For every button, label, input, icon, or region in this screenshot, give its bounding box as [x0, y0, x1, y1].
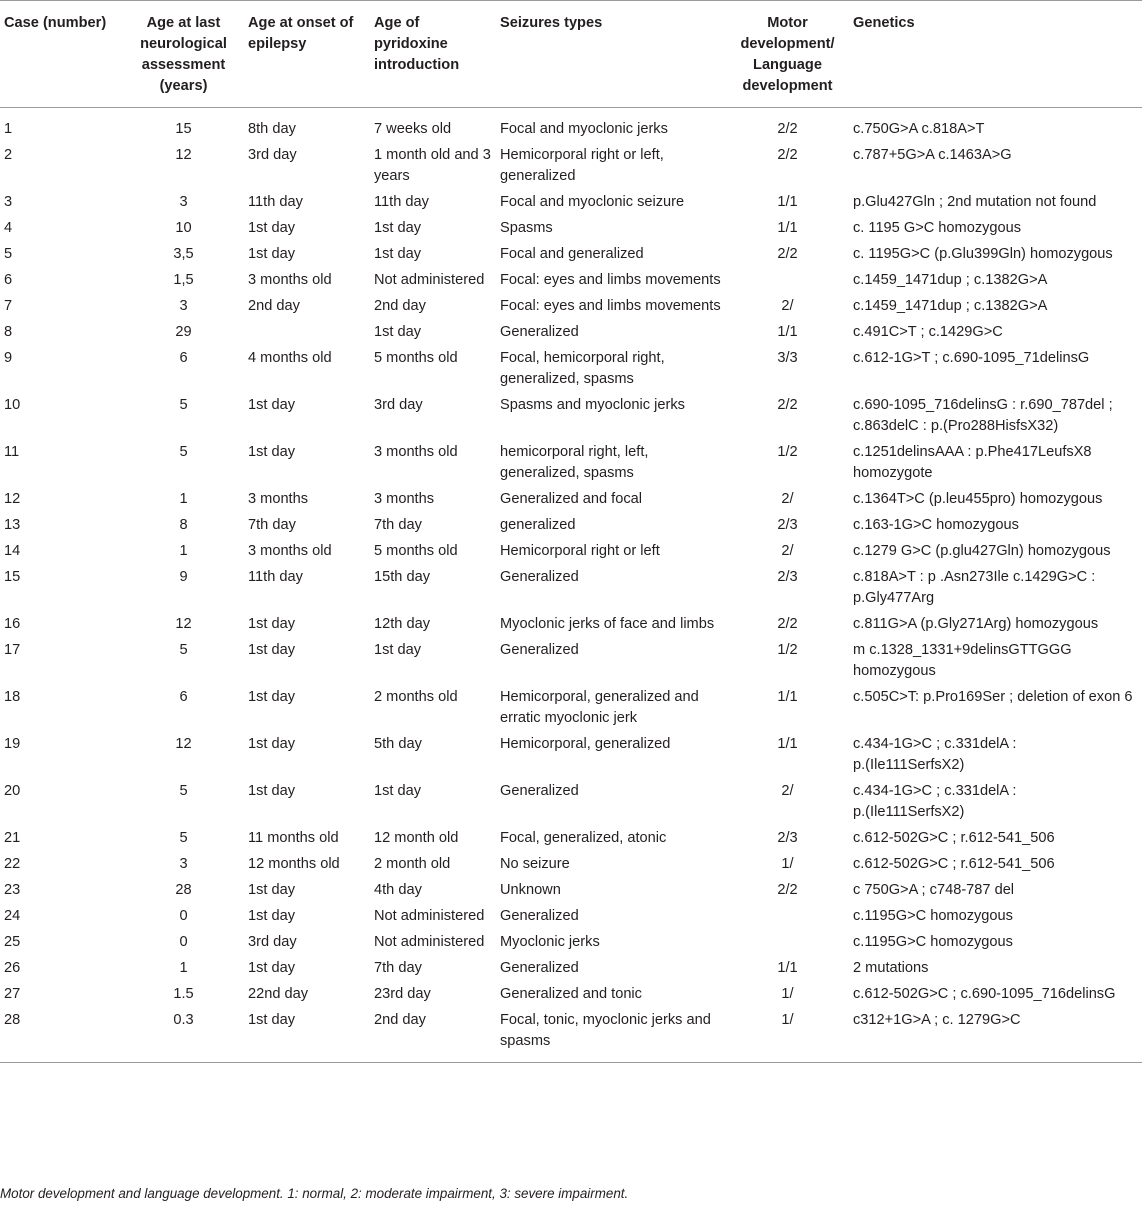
cell-case: 9	[4, 350, 13, 366]
cell-development: 2/2	[777, 147, 798, 163]
table-row	[0, 609, 1142, 635]
cell-genetics: c.612-502G>C ; r.612-541_506	[853, 830, 1055, 846]
cell-age-onset: 1st day	[248, 960, 296, 976]
cell-age-onset: 8th day	[248, 121, 296, 137]
cell-age-last-assessment: 15	[175, 121, 192, 137]
cell-case: 6	[4, 272, 13, 288]
cell-age-onset: 3 months old	[248, 543, 332, 559]
table-row	[0, 213, 1142, 239]
table-row	[0, 343, 1142, 390]
cell-age-pyridoxine: 12th day	[374, 616, 430, 632]
cell-case: 23	[4, 882, 21, 898]
cell-development	[726, 901, 849, 927]
table-row	[0, 187, 1142, 213]
cell-age-pyridoxine: 12 month old	[374, 830, 459, 846]
cell-genetics: c.1251delinsAAA : p.Phe417LeufsX8 homozygote	[853, 444, 1092, 481]
table-row	[0, 510, 1142, 536]
cell-age-onset: 1st day	[248, 642, 296, 658]
cell-seizure-types: Generalized	[500, 908, 579, 924]
cell-genetics: c.491C>T ; c.1429G>C	[853, 324, 1003, 340]
cell-age-pyridoxine: 3rd day	[374, 397, 423, 413]
cell-development: 1/1	[777, 736, 798, 752]
table-row	[0, 562, 1142, 609]
cell-case: 13	[4, 517, 21, 533]
cell-seizure-types: Generalized and focal	[500, 491, 642, 507]
cell-development: 2/2	[777, 397, 798, 413]
cell-genetics: c.1279 G>C (p.glu427Gln) homozygous	[853, 543, 1111, 559]
table-row	[0, 635, 1142, 682]
header-genetics: Genetics	[853, 15, 915, 31]
cell-case: 5	[4, 246, 13, 262]
table-row	[0, 291, 1142, 317]
cell-age-last-assessment: 3	[179, 856, 188, 872]
cell-seizure-types: Hemicorporal right or left	[500, 543, 660, 559]
cell-seizure-types: Hemicorporal, generalized	[500, 736, 671, 752]
cell-age-onset: 1st day	[248, 444, 296, 460]
cell-age-pyridoxine: 11th day	[374, 194, 429, 210]
cell-seizure-types: Hemicorporal, generalized and erratic myoclonic jerk	[500, 689, 699, 726]
cell-case: 10	[4, 397, 21, 413]
cell-age-onset: 2nd day	[248, 298, 300, 314]
cell-case: 19	[4, 736, 21, 752]
cell-age-onset: 1st day	[248, 246, 296, 262]
cell-case: 14	[4, 543, 21, 559]
cell-case: 11	[4, 444, 20, 460]
cell-development: 1/	[781, 986, 794, 1002]
cell-age-pyridoxine: 1st day	[374, 324, 422, 340]
cell-development: 2/2	[777, 882, 798, 898]
cell-genetics: c.163-1G>C homozygous	[853, 517, 1019, 533]
cell-genetics: c.505C>T: p.Pro169Ser ; deletion of exon 6	[853, 689, 1133, 705]
cell-genetics: c.434-1G>C ; c.331delA : p.(Ile111SerfsX2)	[853, 736, 1017, 773]
cell-seizure-types: Focal and myoclonic seizure	[500, 194, 685, 210]
cell-case: 7	[4, 298, 13, 314]
cell-case: 4	[4, 220, 13, 236]
cell-development: 2/	[781, 298, 794, 314]
table-row	[0, 1005, 1142, 1063]
cell-age-last-assessment: 3	[179, 298, 188, 314]
table-row	[0, 317, 1142, 343]
cell-age-onset: 1st day	[248, 736, 296, 752]
cell-genetics: 2 mutations	[853, 960, 929, 976]
cell-age-last-assessment: 1	[179, 491, 188, 507]
cell-age-onset: 11th day	[248, 194, 303, 210]
cell-age-last-assessment: 6	[179, 350, 188, 366]
cell-genetics: c.612-502G>C ; r.612-541_506	[853, 856, 1055, 872]
cell-age-last-assessment: 0	[179, 934, 188, 950]
cell-age-last-assessment: 5	[179, 642, 188, 658]
cell-age-onset: 22nd day	[248, 986, 309, 1002]
cell-age-pyridoxine: Not administered	[374, 908, 485, 924]
table-row	[0, 953, 1142, 979]
cell-development: 1/1	[777, 194, 798, 210]
cell-age-onset: 3 months	[248, 491, 309, 507]
cell-genetics: m c.1328_1331+9delinsGTTGGG homozygous	[853, 642, 1072, 679]
cell-development: 2/	[781, 543, 794, 559]
cell-genetics: c.787+5G>A c.1463A>G	[853, 147, 1012, 163]
cell-seizure-types: Focal and generalized	[500, 246, 644, 262]
cell-age-pyridoxine: 23rd day	[374, 986, 431, 1002]
header-seizure-types: Seizures types	[500, 15, 603, 31]
cell-age-last-assessment: 12	[175, 736, 192, 752]
cell-seizure-types: Focal, hemicorporal right, generalized, spasms	[500, 350, 665, 387]
cell-case: 21	[4, 830, 21, 846]
cell-case: 20	[4, 783, 21, 799]
table-row	[0, 108, 1142, 141]
cell-age-pyridoxine: 1 month old and 3 years	[374, 147, 491, 184]
cell-age-onset: 1st day	[248, 220, 296, 236]
cell-development: 2/3	[777, 830, 798, 846]
cell-age-pyridoxine: 2nd day	[374, 298, 426, 314]
table-body	[0, 108, 1142, 1063]
table-row	[0, 901, 1142, 927]
cell-genetics: c.1364T>C (p.leu455pro) homozygous	[853, 491, 1103, 507]
header-development: Motor development/ Language development	[740, 15, 835, 94]
cell-age-last-assessment: 0.3	[173, 1012, 194, 1028]
cell-genetics: c.434-1G>C ; c.331delA : p.(Ile111SerfsX2)	[853, 783, 1017, 820]
cell-case: 16	[4, 616, 21, 632]
cell-age-pyridoxine: 3 months old	[374, 444, 458, 460]
cell-case: 28	[4, 1012, 21, 1028]
cell-genetics: p.Glu427Gln ; 2nd mutation not found	[853, 194, 1097, 210]
cell-age-pyridoxine: Not administered	[374, 934, 485, 950]
cell-genetics: c.1195G>C homozygous	[853, 934, 1013, 950]
header-age-onset: Age at onset of epilepsy	[248, 15, 354, 52]
cell-age-pyridoxine: 2 months old	[374, 689, 458, 705]
table-row	[0, 239, 1142, 265]
cell-age-pyridoxine: 2 month old	[374, 856, 451, 872]
cell-seizure-types: Generalized	[500, 569, 579, 585]
table-row	[0, 536, 1142, 562]
cell-development: 2/	[781, 783, 794, 799]
cell-age-pyridoxine: 1st day	[374, 220, 422, 236]
cell-development: 1/2	[777, 642, 798, 658]
cell-case: 27	[4, 986, 21, 1002]
cell-seizure-types: Generalized	[500, 324, 579, 340]
cell-age-onset: 11 months old	[248, 830, 339, 846]
cell-development: 1/2	[777, 444, 798, 460]
cell-genetics: c.612-1G>T ; c.690-1095_71delinsG	[853, 350, 1090, 366]
cell-age-onset: 4 months old	[248, 350, 332, 366]
table-row	[0, 979, 1142, 1005]
table-row	[0, 437, 1142, 484]
cell-age-last-assessment: 10	[175, 220, 192, 236]
cell-development: 2/	[781, 491, 794, 507]
header-row	[0, 1, 1142, 108]
cell-development: 1/1	[777, 689, 798, 705]
cell-case: 1	[4, 121, 13, 137]
cell-seizure-types: Focal and myoclonic jerks	[500, 121, 668, 137]
cell-genetics: c.1459_1471dup ; c.1382G>A	[853, 272, 1048, 288]
cell-age-pyridoxine: 15th day	[374, 569, 430, 585]
table-row	[0, 484, 1142, 510]
cell-seizure-types: Hemicorporal right or left, generalized	[500, 147, 664, 184]
cell-seizure-types: Generalized	[500, 783, 579, 799]
cell-genetics: c.750G>A c.818A>T	[853, 121, 985, 137]
cell-age-last-assessment: 5	[179, 783, 188, 799]
cell-age-onset: 3 months old	[248, 272, 332, 288]
cell-age-pyridoxine: 5 months old	[374, 543, 458, 559]
cell-age-pyridoxine: 3 months	[374, 491, 435, 507]
cell-case: 22	[4, 856, 21, 872]
cell-genetics: c. 1195 G>C homozygous	[853, 220, 1022, 236]
cell-seizure-types: Focal: eyes and limbs movements	[500, 298, 721, 314]
table-header	[0, 1, 1142, 108]
cell-case: 26	[4, 960, 21, 976]
cell-seizure-types: hemicorporal right, left, generalized, spasms	[500, 444, 649, 481]
table-row	[0, 849, 1142, 875]
cell-age-last-assessment: 3	[179, 194, 188, 210]
cell-age-pyridoxine: 1st day	[374, 642, 422, 658]
cell-case: 24	[4, 908, 21, 924]
cell-age-pyridoxine: 2nd day	[374, 1012, 426, 1028]
cell-development: 2/3	[777, 517, 798, 533]
cell-genetics: c.612-502G>C ; c.690-1095_716delinsG	[853, 986, 1116, 1002]
cell-seizure-types: Generalized	[500, 642, 579, 658]
table-row	[0, 140, 1142, 187]
table-row	[0, 682, 1142, 729]
cell-seizure-types: Focal, tonic, myoclonic jerks and spasms	[500, 1012, 711, 1049]
cell-age-onset: 3rd day	[248, 147, 297, 163]
cell-genetics: c312+1G>A ; c. 1279G>C	[853, 1012, 1021, 1028]
cell-seizure-types: Focal, generalized, atonic	[500, 830, 667, 846]
cell-age-pyridoxine: 7 weeks old	[374, 121, 452, 137]
cell-case: 3	[4, 194, 13, 210]
cell-age-last-assessment: 1	[179, 960, 188, 976]
cell-case: 25	[4, 934, 21, 950]
header-age-pyridoxine: Age of pyridoxine introduction	[374, 15, 460, 73]
cell-age-pyridoxine: 1st day	[374, 783, 422, 799]
cell-seizure-types: generalized	[500, 517, 576, 533]
cell-age-last-assessment: 1,5	[173, 272, 194, 288]
cell-age-onset: 1st day	[248, 689, 296, 705]
cell-development: 3/3	[777, 350, 798, 366]
cell-age-last-assessment: 0	[179, 908, 188, 924]
header-age-last-assessment: Age at last neurological assessment (years)	[140, 15, 227, 94]
cell-age-last-assessment: 1	[179, 543, 188, 559]
cell-age-onset: 12 months old	[248, 856, 340, 872]
cell-age-onset: 1st day	[248, 397, 296, 413]
cell-age-pyridoxine: 7th day	[374, 960, 422, 976]
header-case: Case (number)	[4, 15, 107, 31]
cell-genetics: c. 1195G>C (p.Glu399Gln) homozygous	[853, 246, 1113, 262]
cell-age-pyridoxine: 7th day	[374, 517, 422, 533]
table-row	[0, 265, 1142, 291]
cell-age-last-assessment: 12	[175, 147, 192, 163]
cell-development	[726, 927, 849, 953]
cell-age-onset	[244, 317, 370, 343]
cell-age-last-assessment: 6	[179, 689, 188, 705]
cell-seizure-types: Myoclonic jerks of face and limbs	[500, 616, 715, 632]
cell-age-pyridoxine: 5 months old	[374, 350, 458, 366]
cell-age-pyridoxine: 5th day	[374, 736, 422, 752]
cell-age-onset: 11th day	[248, 569, 303, 585]
cell-case: 18	[4, 689, 21, 705]
cell-case: 17	[4, 642, 21, 658]
table-row	[0, 776, 1142, 823]
cell-development: 2/3	[777, 569, 798, 585]
table-row	[0, 729, 1142, 776]
cell-age-onset: 1st day	[248, 1012, 296, 1028]
table-row	[0, 823, 1142, 849]
cell-seizure-types: Myoclonic jerks	[500, 934, 600, 950]
cell-seizure-types: Focal: eyes and limbs movements	[500, 272, 721, 288]
cell-development: 1/	[781, 1012, 794, 1028]
table-footnote: Motor development and language development. 1: normal, 2: moderate impairment, 3: severe impairment.	[0, 1186, 629, 1201]
cell-seizure-types: Generalized	[500, 960, 579, 976]
table-row	[0, 927, 1142, 953]
cell-genetics: c.690-1095_716delinsG : r.690_787del ; c.863delC : p.(Pro288HisfsX32)	[853, 397, 1113, 434]
cell-age-last-assessment: 3,5	[173, 246, 194, 262]
cell-case: 12	[4, 491, 21, 507]
cell-seizure-types: Generalized and tonic	[500, 986, 642, 1002]
cell-age-last-assessment: 5	[179, 444, 188, 460]
table-row	[0, 875, 1142, 901]
cell-development: 1/1	[777, 220, 798, 236]
cell-age-pyridoxine: 4th day	[374, 882, 422, 898]
cell-age-last-assessment: 5	[179, 830, 188, 846]
cell-age-onset: 1st day	[248, 882, 296, 898]
cell-age-last-assessment: 28	[175, 882, 192, 898]
cell-genetics: c.818A>T : p .Asn273Ile c.1429G>C : p.Gly477Arg	[853, 569, 1096, 606]
cell-genetics: c 750G>A ; c748-787 del	[853, 882, 1015, 898]
cell-development: 2/2	[777, 616, 798, 632]
cell-age-last-assessment: 9	[179, 569, 188, 585]
cell-development: 1/1	[777, 960, 798, 976]
cell-age-last-assessment: 5	[179, 397, 188, 413]
cell-case: 8	[4, 324, 13, 340]
cell-age-pyridoxine: Not administered	[374, 272, 485, 288]
cell-age-onset: 3rd day	[248, 934, 297, 950]
cell-age-onset: 1st day	[248, 783, 296, 799]
cell-age-last-assessment: 29	[175, 324, 192, 340]
cell-development: 1/	[781, 856, 794, 872]
cell-seizure-types: No seizure	[500, 856, 570, 872]
cell-age-last-assessment: 12	[175, 616, 192, 632]
cell-age-onset: 1st day	[248, 616, 296, 632]
table-row	[0, 390, 1142, 437]
cell-age-onset: 7th day	[248, 517, 296, 533]
cell-age-last-assessment: 8	[179, 517, 188, 533]
cell-seizure-types: Unknown	[500, 882, 561, 898]
cell-genetics: c.1459_1471dup ; c.1382G>A	[853, 298, 1048, 314]
cell-age-onset: 1st day	[248, 908, 296, 924]
cell-case: 15	[4, 569, 21, 585]
cell-genetics: c.811G>A (p.Gly271Arg) homozygous	[853, 616, 1099, 632]
cell-development	[726, 265, 849, 291]
cell-development: 2/2	[777, 246, 798, 262]
cell-seizure-types: Spasms	[500, 220, 553, 236]
cell-seizure-types: Spasms and myoclonic jerks	[500, 397, 685, 413]
cell-age-last-assessment: 1.5	[173, 986, 194, 1002]
cell-genetics: c.1195G>C homozygous	[853, 908, 1013, 924]
cell-development: 2/2	[777, 121, 798, 137]
cell-age-pyridoxine: 1st day	[374, 246, 422, 262]
cell-case: 2	[4, 147, 13, 163]
cell-development: 1/1	[777, 324, 798, 340]
